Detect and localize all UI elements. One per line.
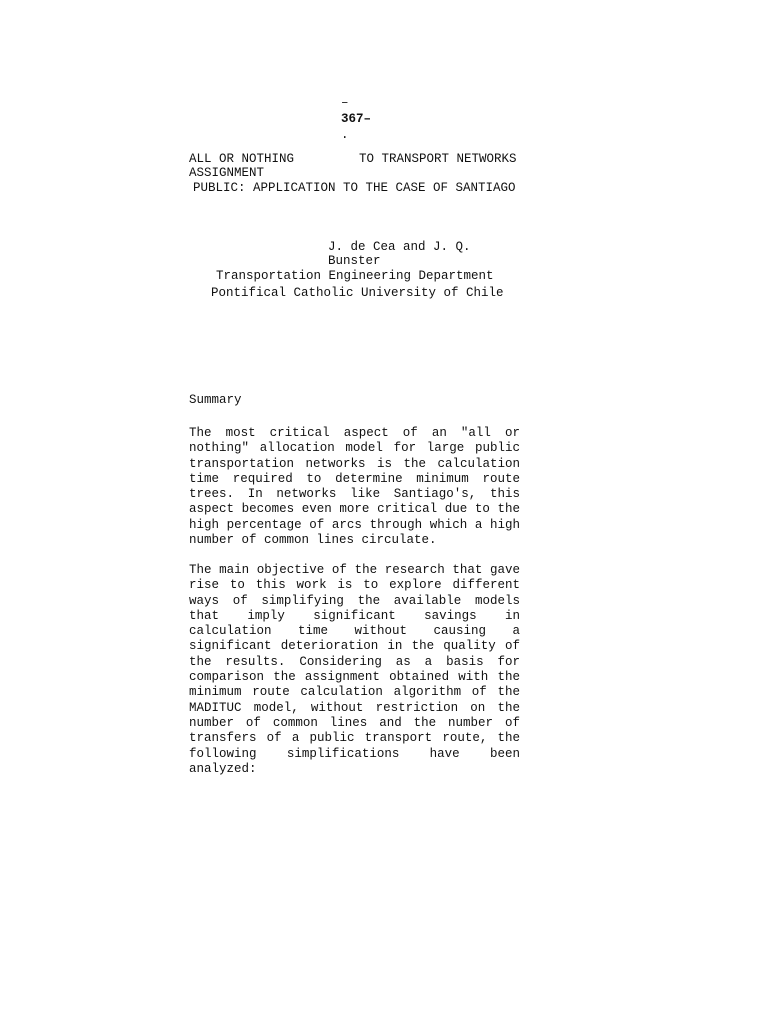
title-line-1-left: ALL OR NOTHING [189, 152, 295, 166]
summary-paragraph-2: The main objective of the research that gave rise to this work is to explore different ways of simplifying the available models that imply significant savings in calculation time without causing a significant deterioration in the quality of the results. Considering as a basis for comparison the assignment obtained with the minimum route calculation algorithm of the MADITUC model, without restriction on the number of common lines and the number of transfers of a public transport route, the following simplifications have been analyzed: [189, 563, 520, 776]
affiliation-university: Pontifical Catholic University of Chile [211, 286, 504, 300]
author-names-line-2: Bunster [328, 254, 381, 268]
summary-heading: Summary [189, 393, 242, 407]
page-number-dash: – [341, 96, 349, 110]
title-line-3: PUBLIC: APPLICATION TO THE CASE OF SANTIAGO [193, 181, 516, 195]
summary-paragraph-1: The most critical aspect of an "all or nothing" allocation model for large public transportation networks is the calculation time required to determine minimum route trees. In networks like Santiago's, this aspect becomes even more critical due to the high percentage of arcs through which a high number of common lines circulate. [189, 426, 520, 548]
affiliation-department: Transportation Engineering Department [216, 269, 494, 283]
page-number: 367– [341, 112, 372, 126]
title-line-2: ASSIGNMENT [189, 166, 265, 180]
title-line-1-right: TO TRANSPORT NETWORKS [359, 152, 517, 166]
author-names-line-1: J. de Cea and J. Q. [328, 240, 471, 254]
page-number-dot: . [341, 128, 349, 142]
